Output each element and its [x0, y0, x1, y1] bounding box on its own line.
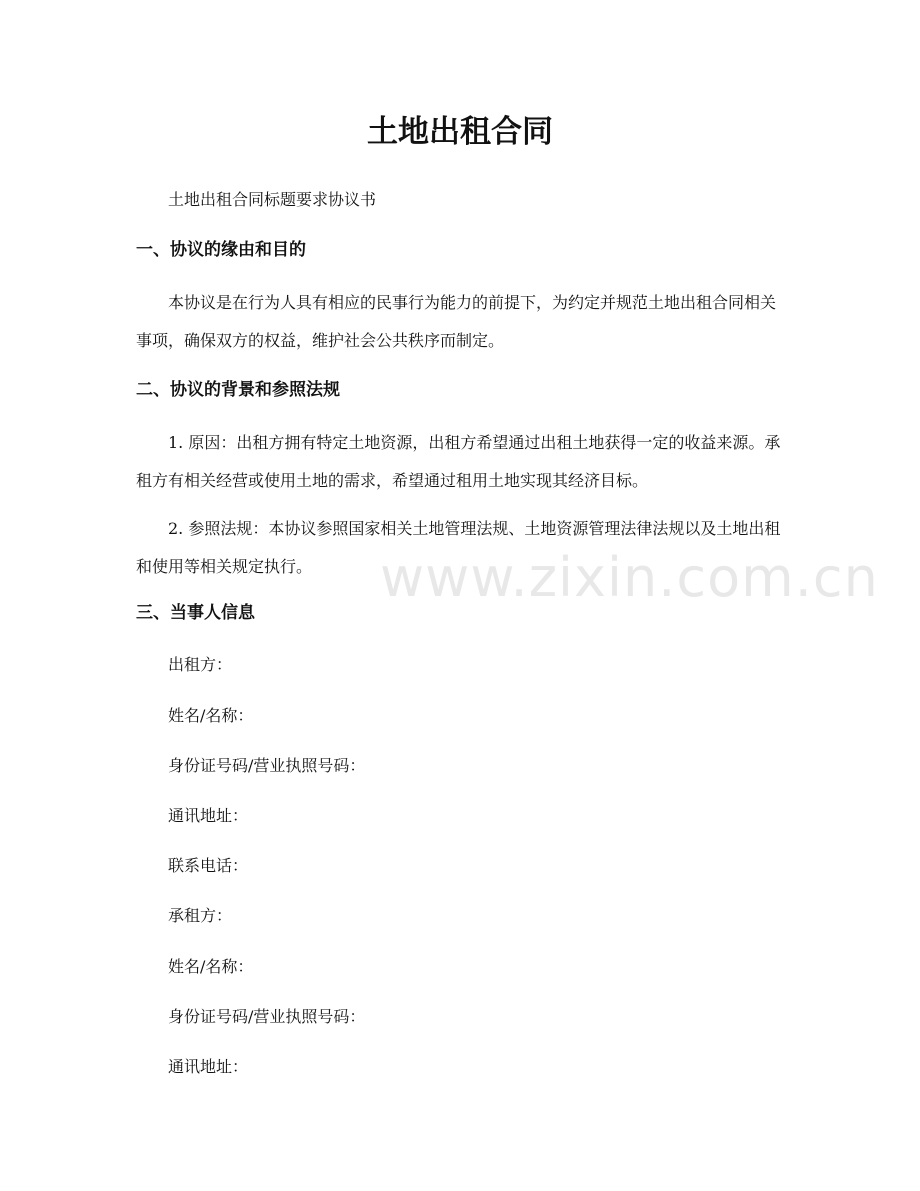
field-lessee-address: 通讯地址： — [168, 1057, 249, 1076]
section-heading-3: 三、当事人信息 — [136, 603, 255, 623]
section-heading-2: 二、协议的背景和参照法规 — [136, 380, 340, 400]
section-2-paragraph-1: 1. 原因：出租方拥有特定土地资源，出租方希望通过出租土地获得一定的收益来源。承租方有相关经营或使用土地的需求，希望通过租用土地实现其经济目标。 — [136, 433, 781, 490]
section-heading-1: 一、协议的缘由和目的 — [136, 240, 306, 260]
field-lessee-name: 姓名/名称： — [168, 957, 254, 976]
field-lessor-phone: 联系电话： — [168, 856, 249, 875]
document-title: 土地出租合同 — [367, 114, 553, 150]
field-lessor: 出租方： — [168, 655, 233, 674]
field-lessee: 承租方： — [168, 906, 233, 925]
section-2-paragraph-2: 2. 参照法规：本协议参照国家相关土地管理法规、土地资源管理法律法规以及土地出租和使用等相关规定执行。 — [136, 519, 781, 576]
section-1-paragraph-1: 本协议是在行为人具有相应的民事行为能力的前提下，为约定并规范土地出租合同相关事项，确保双方的权益，维护社会公共秩序而制定。 — [136, 293, 777, 350]
field-lessor-id: 身份证号码/营业执照号码： — [168, 756, 366, 775]
field-lessee-id: 身份证号码/营业执照号码： — [168, 1007, 366, 1026]
document-subtitle: 土地出租合同标题要求协议书 — [168, 190, 377, 209]
watermark: www.zixin.com.cn — [380, 546, 879, 609]
field-lessor-address: 通讯地址： — [168, 806, 249, 825]
field-lessor-name: 姓名/名称： — [168, 706, 254, 725]
